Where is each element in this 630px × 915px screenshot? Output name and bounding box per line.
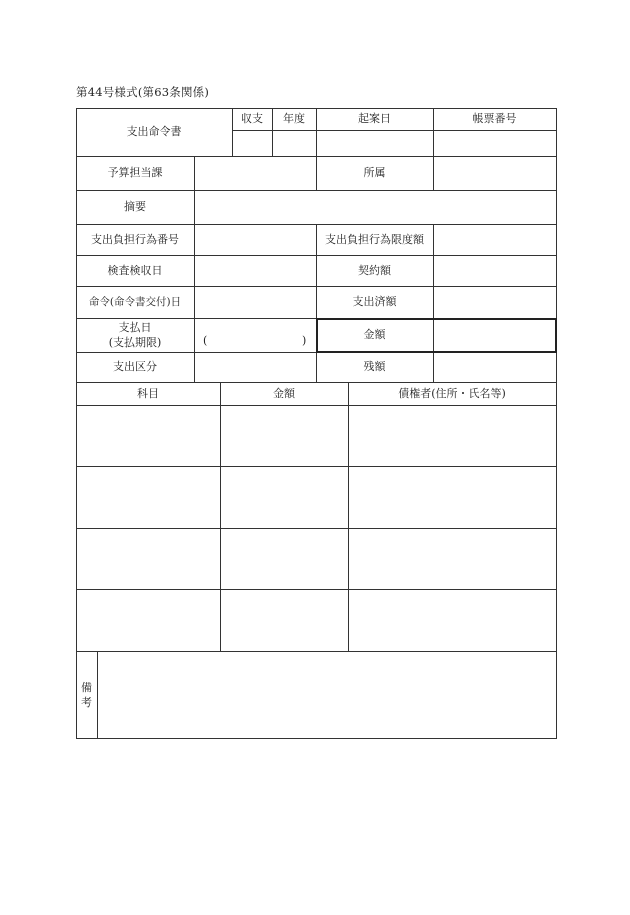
- yosan-tanto-ka-field[interactable]: [195, 157, 316, 190]
- label-shishutsu-futan-gendo: 支出負担行為限度額: [325, 232, 424, 246]
- header-nendo: 年度: [283, 112, 305, 125]
- detail-row-4-kamoku[interactable]: [77, 590, 220, 651]
- label-yosan-tanto-ka: 予算担当課: [107, 166, 163, 179]
- chohyo-bango-field[interactable]: [434, 131, 556, 156]
- label-shiharai-bi-line1: 支払日: [118, 321, 152, 334]
- keiyaku-gaku-field[interactable]: [434, 256, 556, 286]
- label-shishutsu-kubun: 支出区分: [113, 360, 157, 373]
- form-caption: 第44号様式(第63条関係): [76, 85, 210, 99]
- shishutsu-futan-gendo-field[interactable]: [434, 225, 556, 255]
- detail-row-1-saikensha[interactable]: [349, 406, 556, 466]
- tekiyo-field[interactable]: [195, 191, 556, 224]
- label-meirei-bi: 命令(命令書交付)日: [88, 296, 182, 308]
- shishutsu-kubun-field[interactable]: [195, 353, 316, 382]
- nendo-field[interactable]: [273, 131, 316, 156]
- detail-header-kingaku: 金額: [273, 386, 295, 400]
- label-tekiyo: 摘要: [124, 200, 146, 213]
- detail-row-2-kingaku[interactable]: [221, 467, 348, 528]
- label-shishutsu-futan-bango: 支出負担行為番号: [91, 232, 179, 246]
- detail-row-1-kingaku[interactable]: [221, 406, 348, 466]
- paren-close: ): [302, 334, 307, 347]
- detail-header-saikensha: 債権者(住所・氏名等): [398, 386, 506, 400]
- meirei-bi-field[interactable]: [195, 287, 316, 318]
- detail-row-4-saikensha[interactable]: [349, 590, 556, 651]
- shiharai-bi-field[interactable]: [195, 319, 316, 352]
- kensa-kenshu-bi-field[interactable]: [195, 256, 316, 286]
- detail-row-3-saikensha[interactable]: [349, 529, 556, 589]
- kingaku-field[interactable]: [434, 320, 555, 351]
- detail-row-4-kingaku[interactable]: [221, 590, 348, 651]
- detail-row-3-kamoku[interactable]: [77, 529, 220, 589]
- label-shiharai-bi-line2: (支払期限): [108, 336, 162, 349]
- label-biko-char2: 考: [81, 695, 92, 709]
- form-title: 支出命令書: [126, 125, 182, 138]
- label-keiyaku-gaku: 契約額: [358, 263, 391, 277]
- shozoku-field[interactable]: [434, 157, 556, 190]
- shishutsu-futan-bango-field[interactable]: [195, 225, 316, 255]
- label-shozoku: 所属: [363, 166, 386, 179]
- label-kensa-kenshu-bi: 検査検収日: [107, 263, 163, 277]
- kian-bi-field[interactable]: [317, 131, 433, 156]
- label-kingaku: 金額: [363, 328, 386, 341]
- shushi-field[interactable]: [233, 131, 272, 156]
- paren-open: (: [203, 334, 208, 347]
- detail-row-3-kingaku[interactable]: [221, 529, 348, 589]
- detail-row-2-kamoku[interactable]: [77, 467, 220, 528]
- label-biko-char1: 備: [81, 680, 92, 694]
- label-zangaku: 残額: [363, 360, 386, 373]
- label-shishutsu-zumi-gaku: 支出済額: [352, 295, 397, 308]
- detail-row-1-kamoku[interactable]: [77, 406, 220, 466]
- header-kian-bi: 起案日: [358, 112, 391, 125]
- shishutsu-zumi-gaku-field[interactable]: [434, 287, 556, 318]
- label-biko: [76, 651, 97, 738]
- label-shiharai-bi: [76, 318, 194, 352]
- detail-header-kamoku: 科目: [137, 386, 159, 400]
- zangaku-field[interactable]: [434, 353, 556, 382]
- detail-row-2-saikensha[interactable]: [349, 467, 556, 528]
- biko-field[interactable]: [98, 652, 556, 738]
- header-shushi: 収支: [241, 112, 263, 125]
- header-chohyo-bango: 帳票番号: [472, 112, 517, 125]
